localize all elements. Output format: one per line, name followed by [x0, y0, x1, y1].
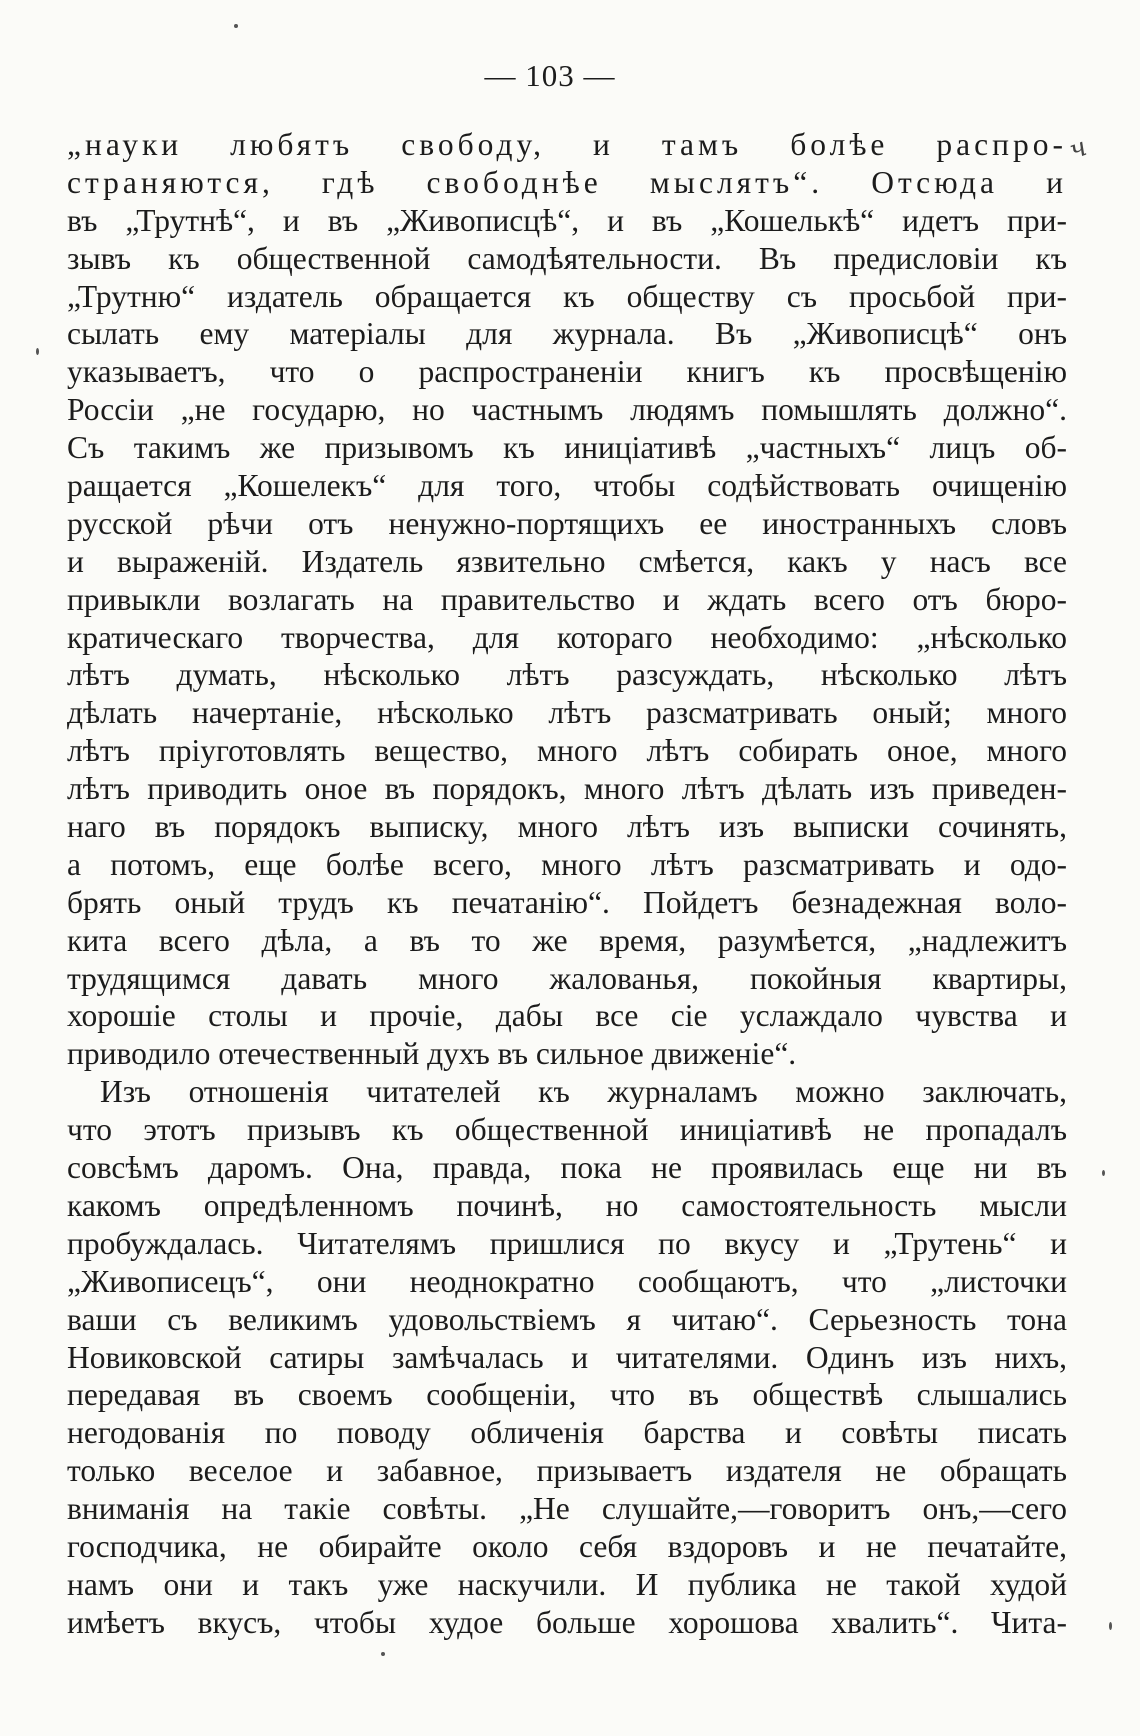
text-line: „Трутню“ издатель обращается къ обществу съ просьбой при- — [67, 278, 1067, 314]
page-number: — 103 — — [484, 58, 616, 93]
text-line: указываетъ, что о распространеніи книгъ къ просвѣщенію — [67, 354, 1067, 390]
scan-speck — [36, 348, 39, 355]
text-line: трудящимся давать много жалованья, покойныя квартиры, — [67, 960, 1067, 996]
text-line: ваши съ великимъ удовольствіемъ я читаю“. Серьезность тона — [67, 1301, 1067, 1337]
text-line: въ „Трутнѣ“, и въ „Живописцѣ“, и въ „Кошелькѣ“ идетъ при- — [67, 202, 1067, 238]
text-line: русской рѣчи отъ ненужно-портящихъ ее иностранныхъ словъ — [67, 505, 1067, 541]
text-line: вниманія на такіе совѣты. „Не слушайте,—говоритъ онъ,—сего — [67, 1491, 1067, 1527]
text-line: лѣтъ пріуготовлять вещество, много лѣтъ собирать оное, много — [67, 733, 1067, 769]
scan-speck — [1109, 1622, 1112, 1630]
text-line: имѣетъ вкусъ, чтобы худое больше хорошова хвалить“. Чита- — [67, 1604, 1067, 1640]
text-line: Съ такимъ же призывомъ къ иниціативѣ „частныхъ“ лицъ об- — [67, 430, 1067, 466]
text-line: лѣтъ приводить оное въ порядокъ, много лѣтъ дѣлать изъ приведен- — [67, 771, 1067, 807]
handwritten-margin-note: ч — [1065, 132, 1091, 166]
text-line: господчика, не обирайте около себя вздоровъ и не печатайте, — [67, 1528, 1067, 1564]
text-line: негодованія по поводу обличенія барства и совѣты писать — [67, 1415, 1067, 1451]
text-line: зывъ къ общественной самодѣятельности. Въ предисловіи къ — [67, 240, 1067, 276]
text-line: дѣлать начертаніе, нѣсколько лѣтъ разсматривать оный; много — [67, 695, 1067, 731]
text-line: какомъ опредѣленномъ починѣ, но самостоятельность мысли — [67, 1187, 1067, 1223]
text-line: привыкли возлагать на правительство и ждать всего отъ бюро- — [67, 581, 1067, 617]
text-line: пробуждалась. Читателямъ пришлися по вкусу и „Трутень“ и — [67, 1225, 1067, 1261]
text-line: лѣтъ думать, нѣсколько лѣтъ разсуждать, нѣсколько лѣтъ — [67, 657, 1067, 693]
text-line: наго въ порядокъ выписку, много лѣтъ изъ выписки сочинять, — [67, 809, 1067, 845]
text-line: сылать ему матеріалы для журнала. Въ „Живописцѣ“ онъ — [67, 316, 1067, 352]
text-line: Россіи „не государю, но частнымъ людямъ помышлять должно“. — [67, 392, 1067, 428]
scan-speck — [1102, 1170, 1105, 1176]
text-line: „Живописецъ“, они неоднократно сообщаютъ, что „листочки — [67, 1263, 1067, 1299]
text-line: кратическаго творчества, для котораго необходимо: „нѣсколько — [67, 619, 1067, 655]
text-line: Изъ отношенія читателей къ журналамъ можно заключать, — [100, 1074, 1067, 1110]
text-line: намъ они и такъ уже наскучили. И публика не такой худой — [67, 1566, 1067, 1602]
text-line: брять оный трудъ къ печатанію“. Пойдетъ безнадежная воло- — [67, 884, 1067, 920]
text-line: совсѣмъ даромъ. Она, правда, пока не проявилась еще ни въ — [67, 1150, 1067, 1186]
text-line: страняются, гдѣ свободнѣе мыслятъ“. Отсюда и — [67, 164, 1067, 200]
text-line: а потомъ, еще болѣе всего, много лѣтъ разсматривать и одо- — [67, 846, 1067, 882]
body-text — [67, 126, 1067, 1642]
text-line: передавая въ своемъ сообщеніи, что въ обществѣ слышались — [67, 1377, 1067, 1413]
text-line: и выраженій. Издатель язвительно смѣется, какъ у насъ все — [67, 543, 1067, 579]
text-line: ращается „Кошелекъ“ для того, чтобы содѣйствовать очищенію — [67, 468, 1067, 504]
text-line: „науки любятъ свободу, и тамъ болѣе распро- — [67, 127, 1067, 162]
text-line: Новиковской сатиры замѣчалась и читателями. Одинъ изъ нихъ, — [67, 1339, 1067, 1375]
text-line: что этотъ призывъ къ общественной иниціативѣ не пропадалъ — [67, 1112, 1067, 1148]
text-line: приводило отечественный духъ въ сильное движеніе“. — [67, 1036, 797, 1072]
scan-speck — [381, 1652, 385, 1656]
text-line: кита всего дѣла, а въ то же время, разумѣется, „надлежитъ — [67, 922, 1067, 958]
scan-speck — [234, 24, 238, 28]
text-line: только веселое и забавное, призываетъ издателя не обращать — [67, 1453, 1067, 1489]
text-line: хорошіе столы и прочіе, дабы все сіе услаждало чувства и — [67, 998, 1067, 1034]
